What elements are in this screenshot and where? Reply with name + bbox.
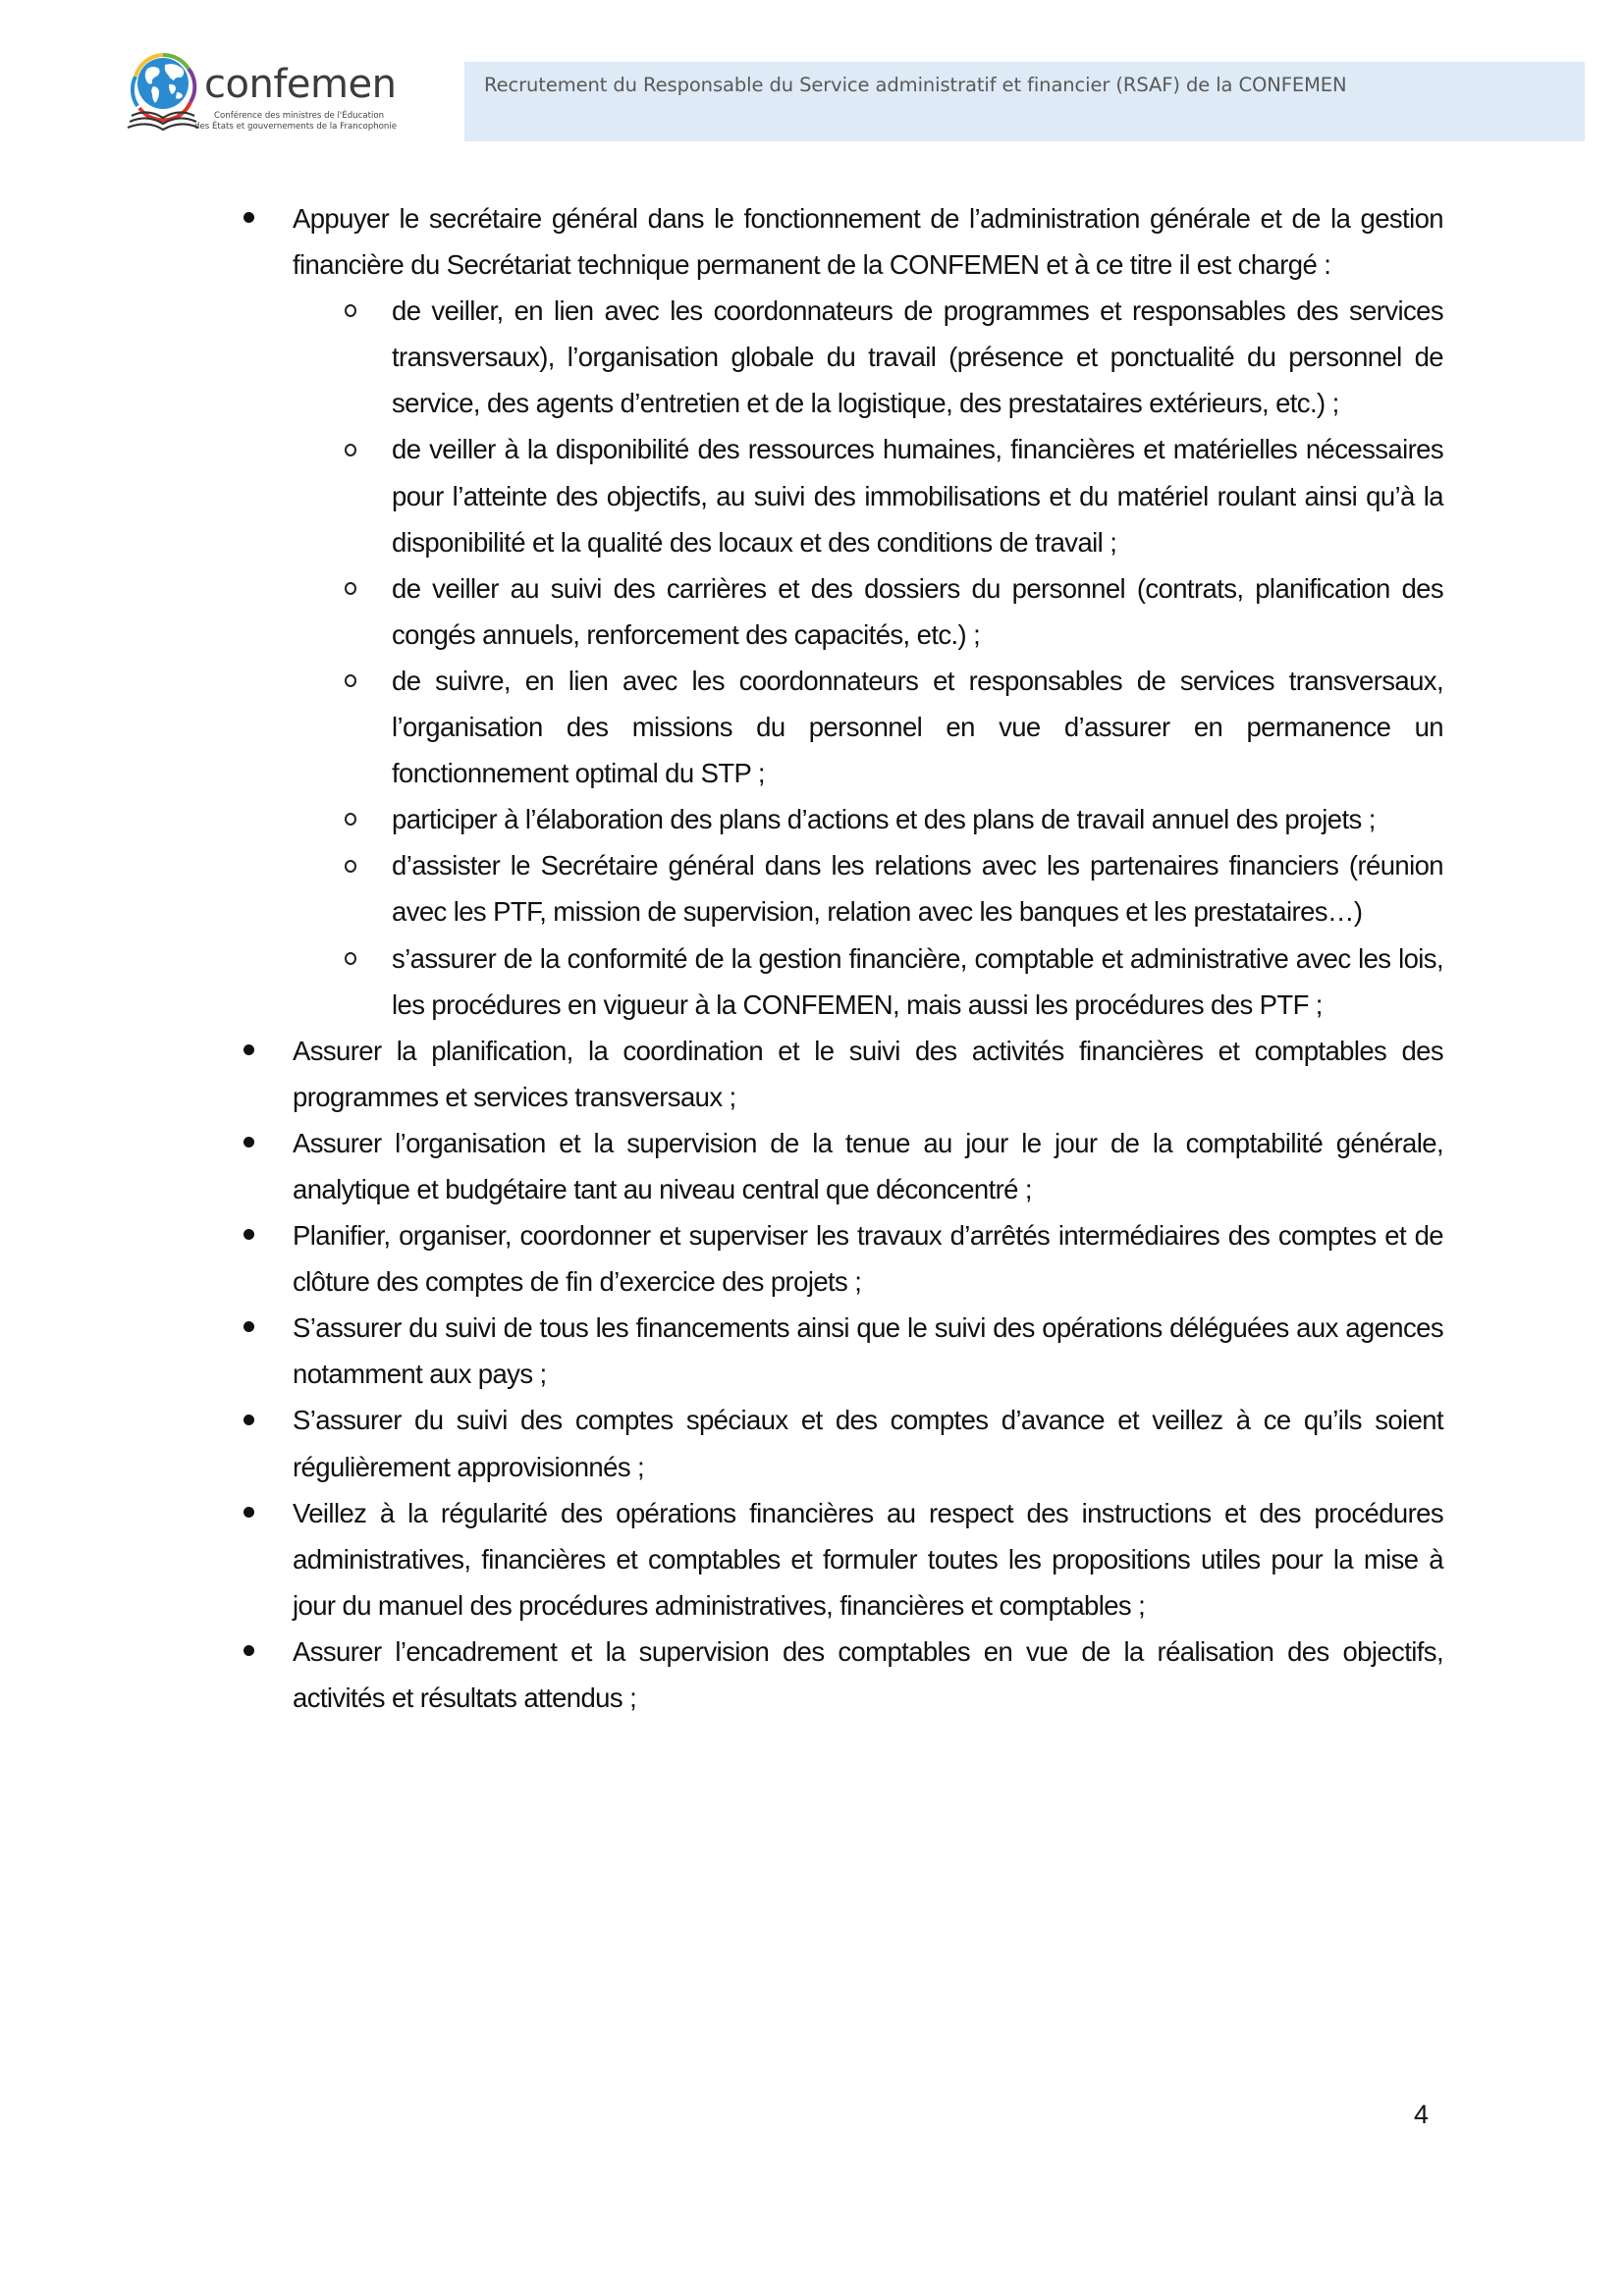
bullet-icon [244,1120,254,1166]
sub-list-item [392,426,1443,564]
list-item-text: Planifier, organiser, coordonner et superviser les travaux d’arrêtés intermédiaires des comptes et de clôture des comptes de fin d’exercice des projets ; [293,1220,1443,1298]
list-item [293,1028,1443,1120]
logo-subtitle-line2: des États et gouvernements de la Francophonie [194,122,398,132]
list-item [293,1305,1443,1397]
bullet-icon [244,1490,254,1536]
sub-list-item [392,565,1443,658]
sub-list-item [392,658,1443,796]
hollow-bullet-icon [345,935,356,982]
header-banner [464,62,1585,141]
sub-list-item-text: de veiller, en lien avec les coordonnateurs de programmes et responsables des services transversaux), l’organisation globale du travail (présence et ponctualité du personnel de service, des agents d’entretien et de la logistique, des prestataires extérieurs, etc.) ; [392,295,1443,419]
bullet-icon [244,1028,254,1074]
sub-list-item-text: de veiller à la disponibilité des ressources humaines, financières et matérielles nécessaires pour l’atteinte des objectifs, au suivi des immobilisations et du matériel roulant ainsi qu’à la disponibilité et la qualité des locaux et des conditions de travail ; [392,434,1443,558]
sub-list-item-text: de suivre, en lien avec les coordonnateurs et responsables de services transversaux, l’organisation des missions du personnel en vue d’assurer en permanence un fonctionnement optimal du STP ; [392,665,1443,789]
bullet-icon [244,1397,254,1443]
logo-subtitle-line1: Conférence des ministres de l'Éducation [214,111,385,121]
hollow-bullet-icon [345,658,356,704]
list-item-text: S’assurer du suivi des comptes spéciaux et des comptes d’avance et veillez à ce qu’ils soient régulièrement approvisionnés ; [293,1405,1443,1482]
bullet-icon [244,1212,254,1258]
logo-wordmark: confemen [204,62,397,107]
sub-list-item [392,842,1443,934]
hollow-bullet-icon [345,842,356,888]
sub-list-item [392,935,1443,1028]
hollow-bullet-icon [345,426,356,472]
hollow-bullet-icon [345,288,356,334]
sub-list-item-text: participer à l’élaboration des plans d’actions et des plans de travail annuel des projets ; [392,804,1376,835]
sub-list-item-text: d’assister le Secrétaire général dans les relations avec les partenaires financiers (réunion avec les PTF, mission de supervision, relation avec les banques et les prestataires…) [392,850,1443,928]
globe-book-icon [126,51,202,133]
document-title: Recrutement du Responsable du Service administratif et financier (RSAF) de la CONFEMEN [484,74,1347,96]
document-body [0,195,1624,1721]
list-item [293,195,1443,288]
sub-list-item-text: de veiller au suivi des carrières et des dossiers du personnel (contrats, planification des congés annuels, renforcement des capacités, etc.) ; [392,572,1443,650]
list-item [293,1120,1443,1212]
confemen-logo [126,51,420,139]
sub-list-item [392,796,1443,842]
bullet-icon [244,1629,254,1675]
bullet-icon [244,1305,254,1351]
hollow-bullet-icon [345,796,356,842]
list-item-text: Assurer l’encadrement et la supervision des comptables en vue de la réalisation des objectifs, activités et résultats attendus ; [293,1635,1443,1713]
list-item [293,1397,1443,1489]
list-item-text: Assurer la planification, la coordination et le suivi des activités financières et comptables des programmes et services transversaux ; [293,1035,1443,1112]
list-item-text: Assurer l’organisation et la supervision de la tenue au jour le jour de la comptabilité générale, analytique et budgétaire tant au niveau central que déconcentré ; [293,1127,1443,1204]
list-item [293,1490,1443,1629]
sub-list-item [392,288,1443,426]
page-number: 4 [1414,2100,1430,2129]
list-item-text: S’assurer du suivi de tous les financements ainsi que le suivi des opérations déléguées aux agences notamment aux pays ; [293,1312,1443,1390]
hollow-bullet-icon [345,565,356,612]
sub-list-item-text: s’assurer de la conformité de la gestion financière, comptable et administrative avec les lois, les procédures en vigueur à la CONFEMEN, mais aussi les procédures des PTF ; [392,942,1443,1020]
list-item [293,1212,1443,1305]
list-item-text: Appuyer le secrétaire général dans le fonctionnement de l’administration générale et de la gestion financière du Secrétariat technique permanent de la CONFEMEN et à ce titre il est chargé : [293,203,1443,281]
list-item-text: Veillez à la régularité des opérations financières au respect des instructions et des procédures administratives, financières et comptables et formuler toutes les propositions utiles pour la mise à jour du manuel des procédures administratives, financières et comptables ; [293,1497,1443,1621]
list-item [293,1629,1443,1721]
bullet-icon [244,195,254,241]
